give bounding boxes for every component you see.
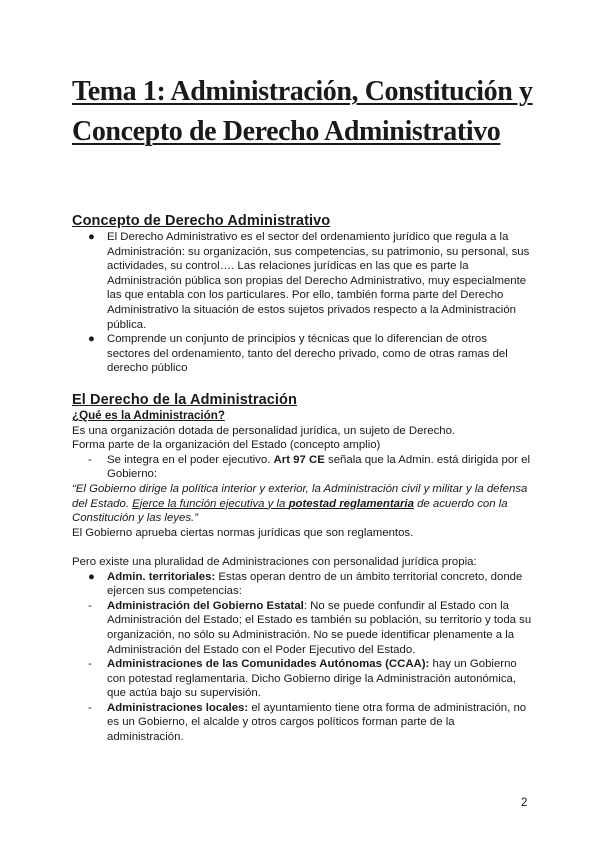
section-concepto-list [72, 230, 532, 376]
quote-bold-text: potestad reglamentaria [288, 497, 414, 510]
dash-item [72, 453, 532, 482]
dash-text: señala que la Admin. está dirigida por el Gobierno: [107, 453, 530, 481]
dash-marker: - [88, 453, 92, 466]
dash-marker: - [88, 599, 92, 612]
item-text: el ayuntamiento tiene otra forma de administración, no es un Gobierno, el alcalde y otros cargos políticos forman parte de la administración. [107, 701, 527, 744]
list-item-text: Comprende un conjunto de principios y técnicas que lo diferencian de otros sectores del ordenamiento, tanto del derecho privado, como de otras ramas del derecho público [107, 333, 508, 375]
list-item [72, 332, 532, 376]
item-term: Administraciones de las Comunidades Autónomas (CCAA): [107, 658, 430, 671]
item-term: Administraciones locales: [107, 701, 249, 714]
item-text: Estas operan dentro de un ámbito territorial concreto, donde ejercen sus competencias: [107, 570, 523, 598]
bullet-marker: ● [88, 570, 95, 583]
list-item [72, 599, 532, 657]
item-term: Admin. territoriales: [107, 570, 216, 583]
list-item-text: El Derecho Administrativo es el sector del ordenamiento jurídico que regula a la Administración: su organización, sus competencias, su patrimonio, su personal, sus actividades, su control…. Las relaciones jurídicas en las que es parte la Administración pública son propias del Derecho Administrativo, muy especialmente las que entabla con los particulares. Por ello, también forma parte del Derecho Administrativo la situación de estos sujetos privados respecto a la Administración pública. [107, 231, 530, 331]
item-term: Administración del Gobierno Estatal [107, 599, 304, 612]
page-number: 2 [521, 797, 528, 809]
paragraph: El Gobierno aprueba ciertas normas jurídicas que son reglamentos. [72, 526, 414, 539]
subheading: ¿Qué es la Administración? [72, 409, 225, 422]
quote-text: de acuerdo con la Constitución y las leyes.” [72, 497, 508, 525]
bullet-marker: ● [88, 333, 95, 346]
list-item [72, 230, 532, 332]
article-reference: Art 97 CE [273, 453, 325, 466]
list-item [72, 701, 532, 745]
dash-marker: - [88, 658, 92, 671]
item-text: hay un Gobierno con potestad reglamentaria. Dicho Gobierno dirige la Administración autonómica, que actúa bajo su supervisión. [107, 658, 517, 700]
quote-text: “El Gobierno dirige la política interior y exterior, la Administración civil y militar y la defensa del Estado. [72, 482, 528, 510]
blank-line [72, 540, 532, 555]
paragraph: Forma parte de la organización del Estado (concepto amplio) [72, 439, 381, 452]
list-item [72, 657, 532, 701]
bullet-marker: ● [88, 231, 95, 243]
section-derecho-body [72, 409, 532, 745]
section-heading-concepto: Concepto de Derecho Administrativo [72, 213, 331, 229]
section-heading-derecho: El Derecho de la Administración [72, 392, 297, 408]
item-text: : No se puede confundir al Estado con la Administración del Estado; el Estado es también su población, su territorio y toda su organización, no sólo su Administración. No se puede identificar plenamente a la Administración del Estado con el Poder Ejecutivo del Estado. [107, 599, 532, 656]
dash-text: Se integra en el poder ejecutivo. [107, 453, 274, 466]
constitution-quote [72, 482, 532, 526]
paragraph: Es una organización dotada de personalidad jurídica, un sujeto de Derecho. [72, 424, 456, 437]
quote-underlined [132, 498, 414, 510]
paragraph: Pero existe una pluralidad de Administraciones con personalidad jurídica propia: [72, 555, 477, 568]
list-item [72, 570, 532, 599]
dash-marker: - [88, 701, 92, 714]
quote-underlined-text: Ejerce la función ejecutiva y la [132, 497, 289, 510]
page-title: Tema 1: Administración, Constitución y Concepto de Derecho Administrativo [72, 76, 533, 147]
